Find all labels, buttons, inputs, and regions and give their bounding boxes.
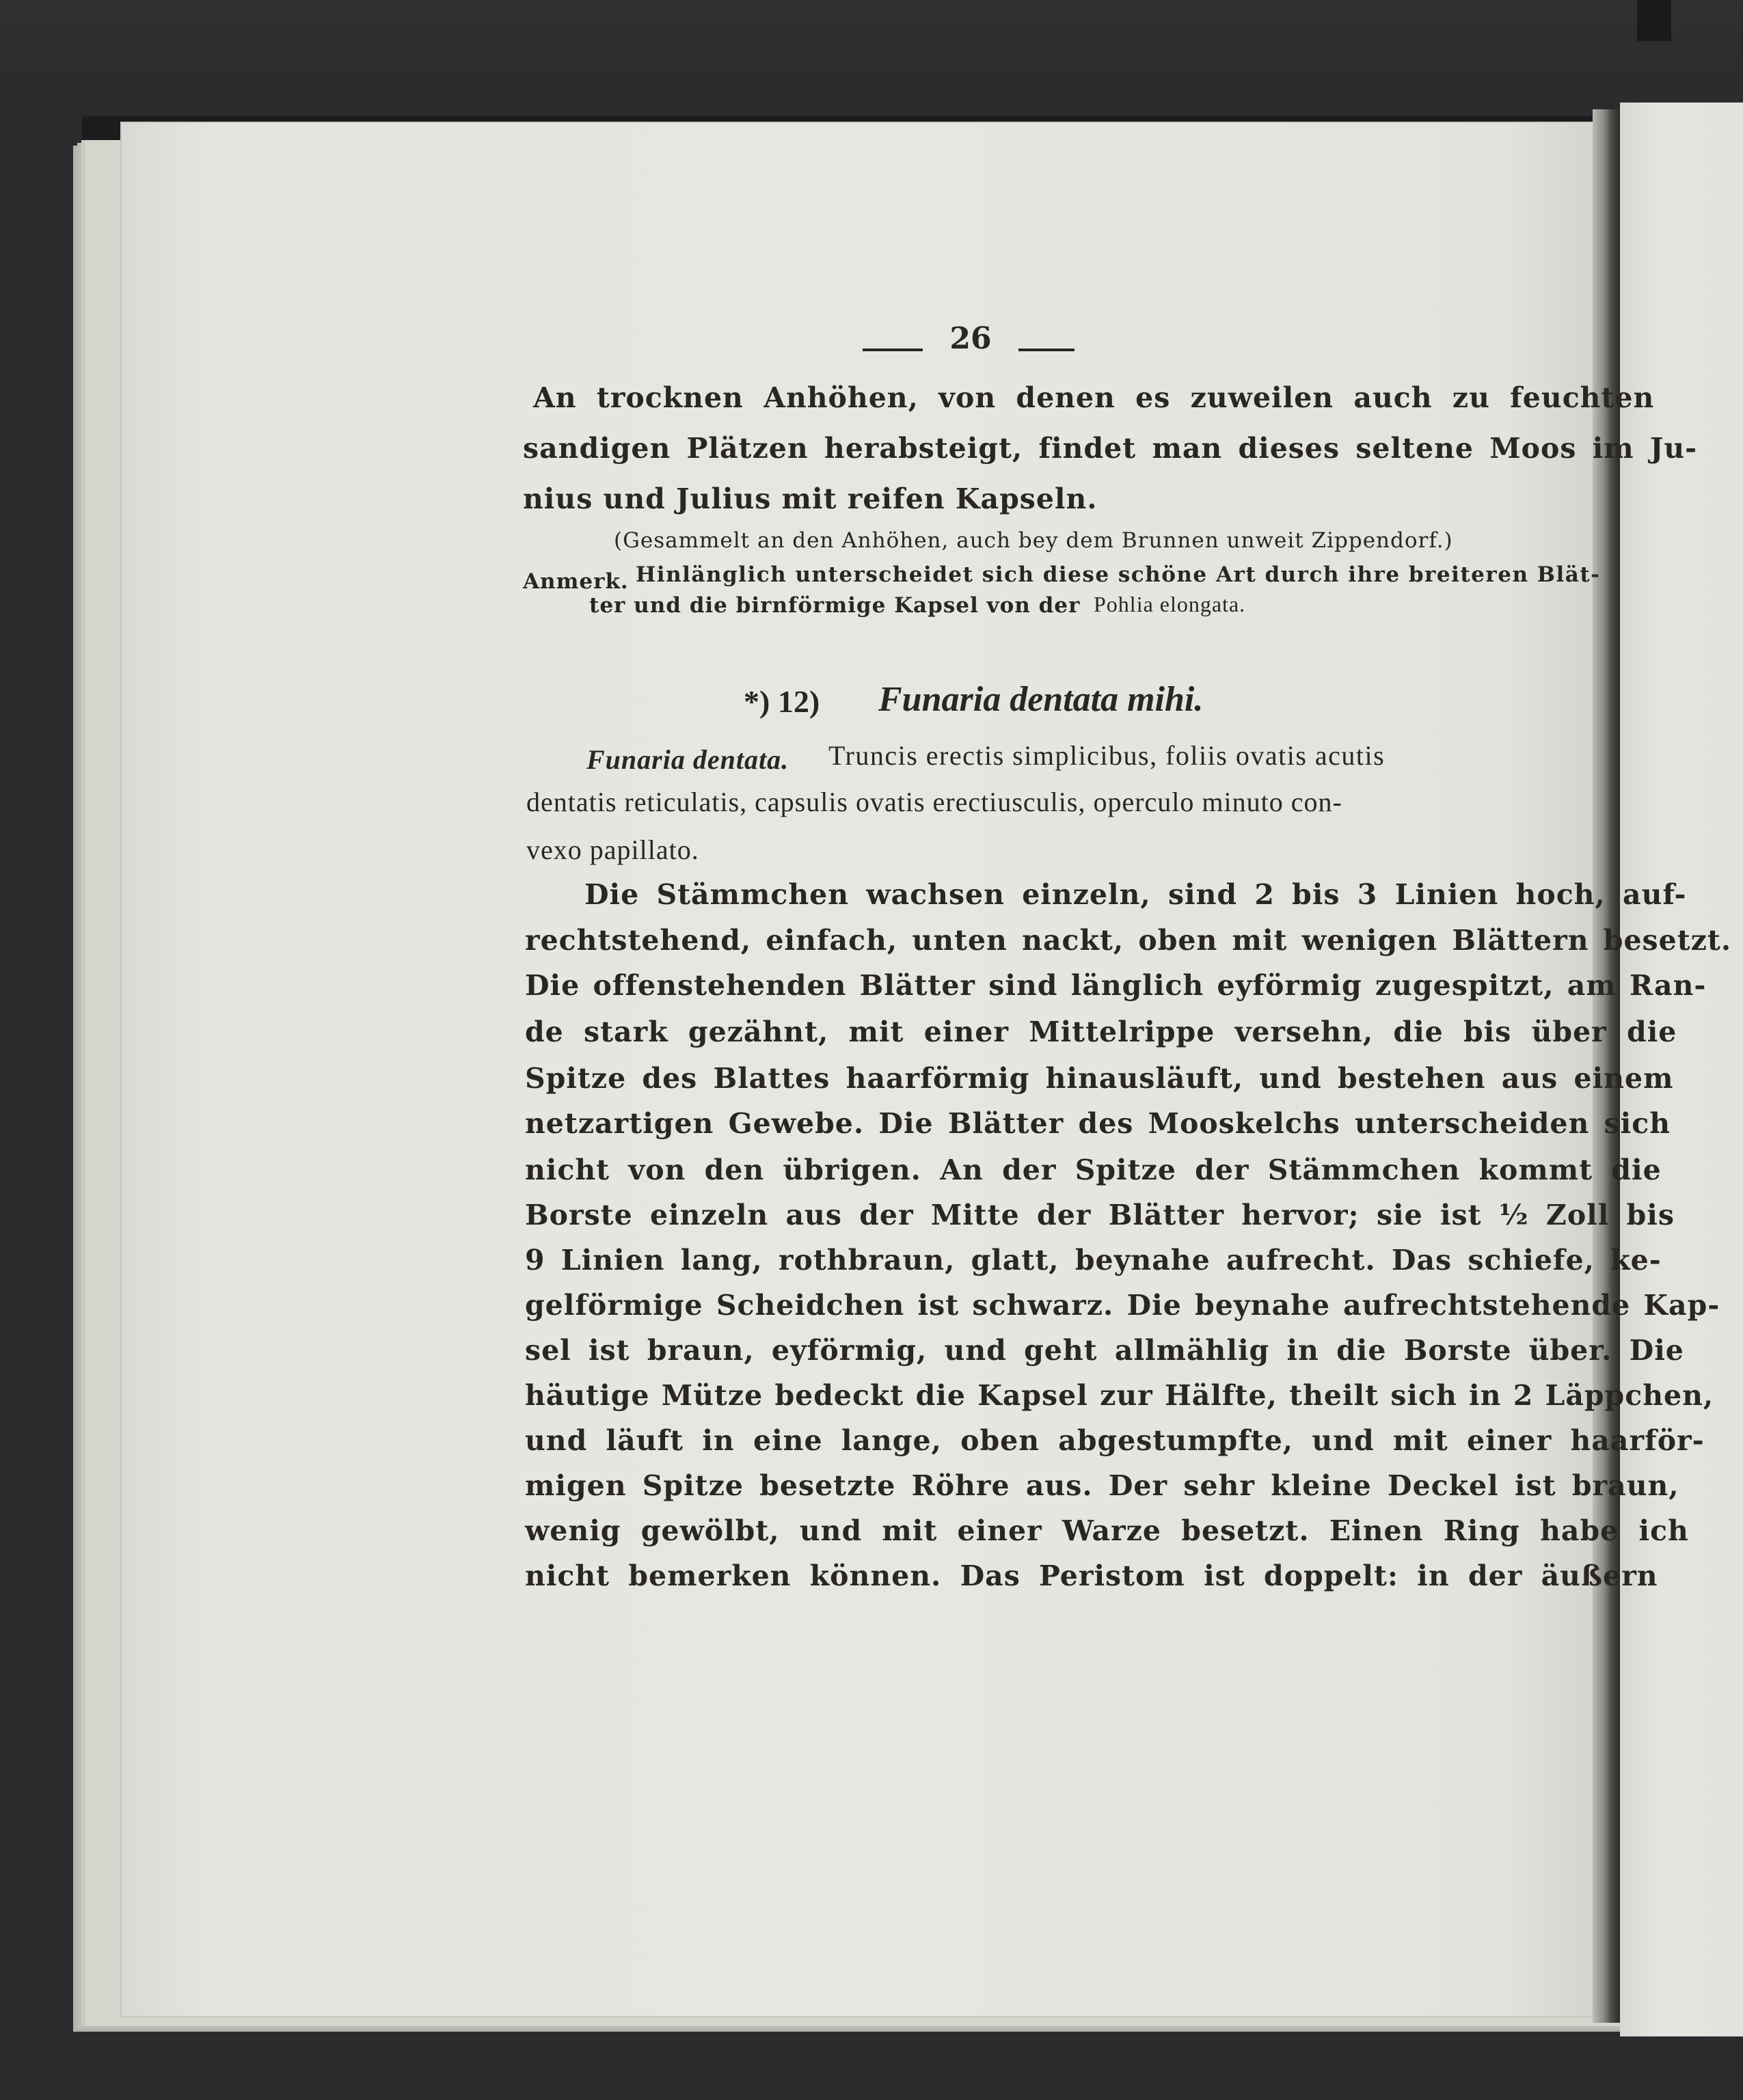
description-line: Die Stämmchen wachsen einzeln, sind 2 bis 3 Linien hoch, auf-	[584, 878, 1687, 911]
description-line: nicht von den übrigen. An der Spitze der Stämmchen kommt die	[525, 1154, 1662, 1186]
remark-lead: Anmerk.	[523, 569, 629, 594]
collection-note: (Gesammelt an den Anhöhen, auch bey dem Brunnen unweit Zippendorf.)	[614, 528, 1453, 553]
description-line: Spitze des Blattes haarförmig hinausläuft, und bestehen aus einem	[525, 1062, 1674, 1095]
paragraph1-line: An trocknen Anhöhen, von denen es zuweilen auch zu feuchten	[533, 381, 1655, 414]
diagnosis-name: Funaria dentata.	[586, 744, 789, 775]
remark-line: ter und die birnförmige Kapsel von der	[589, 593, 1081, 618]
diagnosis-line: dentatis reticulatis, capsulis ovatis erectiusculis, operculo minuto con-	[526, 787, 1342, 817]
description-line: rechtstehend, einfach, unten nackt, oben mit wenigen Blättern besetzt.	[525, 924, 1732, 957]
species-number: *) 12)	[744, 684, 820, 719]
description-line: netzartigen Gewebe. Die Blätter des Mooskelchs unterscheiden sich	[525, 1107, 1671, 1140]
remark-line: Hinlänglich unterscheidet sich diese schöne Art durch ihre breiteren Blät-	[636, 562, 1601, 587]
diagnosis-line: Truncis erectis simplicibus, foliis ovatis acutis	[828, 740, 1386, 771]
page-number: 26	[949, 321, 992, 356]
diagnosis-line: vexo papillato.	[526, 834, 699, 865]
remark-latin: Pohlia elongata.	[1094, 592, 1246, 616]
description-line: nicht bemerken können. Das Peristom ist doppelt: in der äußern	[525, 1559, 1658, 1592]
facing-page-edge	[1637, 0, 1671, 41]
description-line: Die offenstehenden Blätter sind länglich eyförmig zugespitzt, am Ran-	[525, 969, 1707, 1002]
species-title: Funaria dentata mihi.	[878, 680, 1204, 719]
description-line: gelförmige Scheidchen ist schwarz. Die beynahe aufrechtstehende Kap-	[525, 1289, 1720, 1322]
description-line: sel ist braun, eyförmig, und geht allmählig in die Borste über. Die	[525, 1334, 1684, 1367]
description-line: 9 Linien lang, rothbraun, glatt, beynahe aufrecht. Das schiefe, ke-	[525, 1244, 1662, 1277]
description-line: und läuft in eine lange, oben abgestumpfte, und mit einer haarför-	[525, 1424, 1705, 1457]
paragraph1-line: sandigen Plätzen herabsteigt, findet man dieses seltene Moos im Ju-	[523, 432, 1698, 465]
description-line: häutige Mütze bedeckt die Kapsel zur Hälfte, theilt sich in 2 Läppchen,	[525, 1379, 1714, 1412]
description-line: wenig gewölbt, und mit einer Warze besetzt. Einen Ring habe ich	[525, 1514, 1689, 1547]
page-number-rule-right	[1018, 349, 1075, 351]
paragraph1-line: nius und Julius mit reifen Kapseln.	[523, 482, 1098, 515]
description-line: de stark gezähnt, mit einer Mittelrippe versehn, die bis über die	[525, 1015, 1677, 1048]
description-line: Borste einzeln aus der Mitte der Blätter hervor; sie ist ½ Zoll bis	[525, 1199, 1675, 1231]
description-line: migen Spitze besetzte Röhre aus. Der sehr kleine Deckel ist braun,	[525, 1469, 1679, 1502]
scan-background	[0, 0, 1743, 130]
